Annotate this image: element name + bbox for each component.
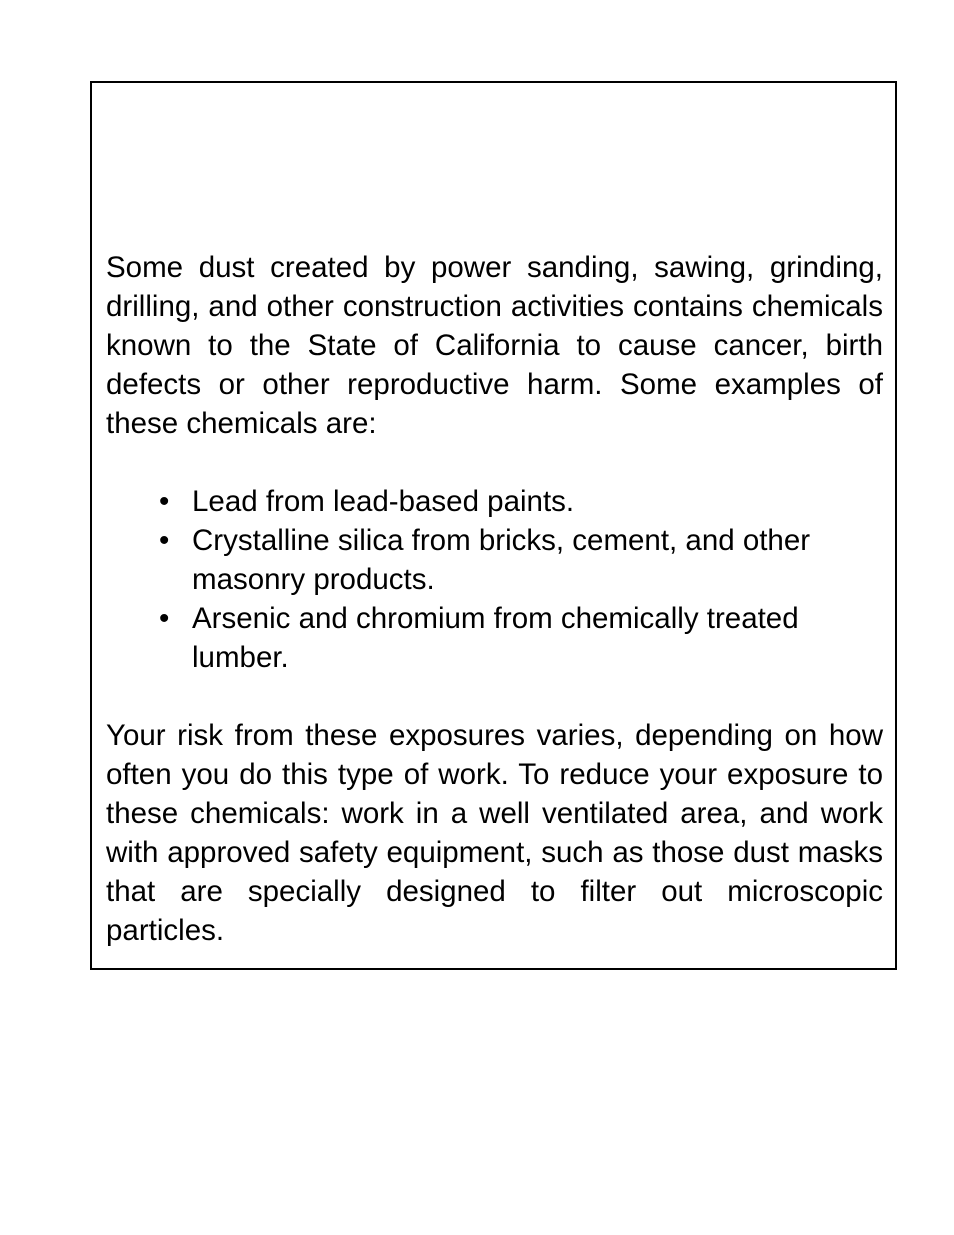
list-item: [159, 599, 883, 677]
warning-content: [106, 248, 883, 950]
warning-box: [90, 81, 897, 970]
list-item: [159, 482, 883, 521]
bullet-icon: •: [159, 524, 170, 557]
list-item: [159, 521, 883, 599]
list-item-text: Arsenic and chromium from chemically treated lumber.: [192, 602, 799, 674]
bullet-icon: •: [159, 485, 170, 518]
chemical-examples-list: [106, 482, 883, 677]
bullet-icon: •: [159, 602, 170, 635]
closing-paragraph: Your risk from these exposures varies, depending on how often you do this type of work. To reduce your exposure to these chemicals: work in a well ventilated area, and work with approved safety equipment, such as those dust masks that are specially designed to filter out microscopic particles.: [106, 719, 883, 947]
list-item-text: Lead from lead-based paints.: [192, 485, 575, 518]
intro-paragraph: Some dust created by power sanding, sawing, grinding, drilling, and other construction activities contains chemicals known to the State of California to cause cancer, birth defects or other reproductive harm. Some examples of these chemicals are:: [106, 251, 883, 440]
list-item-text: Crystalline silica from bricks, cement, and other masonry products.: [192, 524, 811, 596]
